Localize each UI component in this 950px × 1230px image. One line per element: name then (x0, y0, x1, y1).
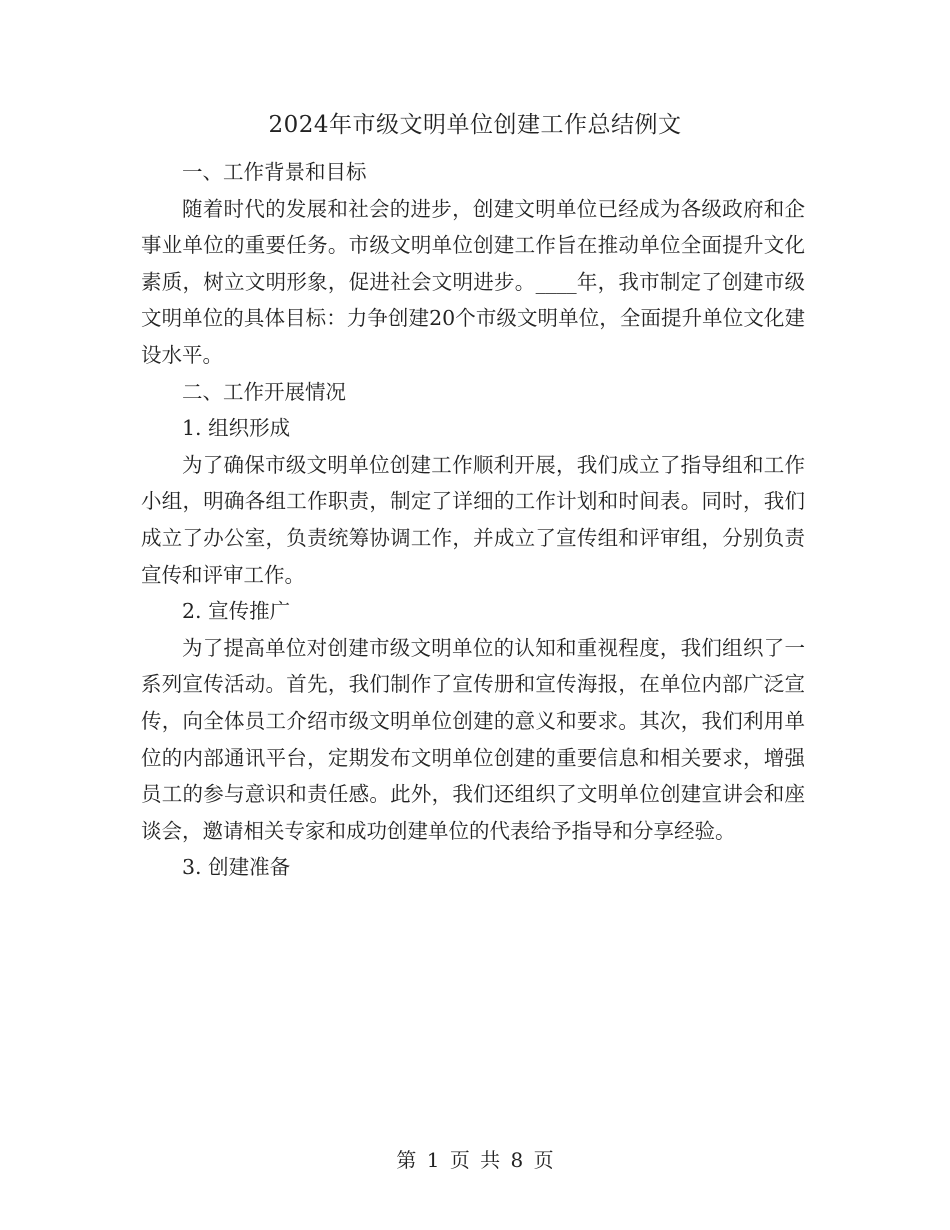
document-body (141, 154, 805, 886)
paragraph-publicity: 为了提高单位对创建市级文明单位的认知和重视程度，我们组织了一系列宣传活动。首先，我们制作了宣传册和宣传海报，在单位内部广泛宣传，向全体员工介绍市级文明单位创建的意义和要求。其次，我们利用单位的内部通讯平台，定期发布文明单位创建的重要信息和相关要求，增强员工的参与意识和责任感。此外，我们还组织了文明单位创建宣讲会和座谈会，邀请相关专家和成功创建单位的代表给予指导和分享经验。 (141, 635, 805, 843)
section-heading-progress: 二、工作开展情况 (182, 379, 346, 404)
paragraph-organization: 为了确保市级文明单位创建工作顺利开展，我们成立了指导组和工作小组，明确各组工作职责，制定了详细的工作计划和时间表。同时，我们成立了办公室，负责统筹协调工作，并成立了宣传组和评审组，分别负责宣传和评审工作。 (141, 452, 805, 587)
subheading-preparation: 3. 创建准备 (182, 855, 291, 880)
subheading-publicity: 2. 宣传推广 (182, 599, 291, 624)
subheading-organization: 1. 组织形成 (182, 416, 291, 441)
page-number-footer: 第 1 页 共 8 页 (396, 1148, 554, 1172)
document-title: 2024年市级文明单位创建工作总结例文 (268, 112, 682, 138)
section-heading-background: 一、工作背景和目标 (182, 160, 367, 184)
paragraph-background: 随着时代的发展和社会的进步，创建文明单位已经成为各级政府和企事业单位的重要任务。市级文明单位创建工作旨在推动单位全面提升文化素质，树立文明形象，促进社会文明进步。____年，我市制定了创建市级文明单位的具体目标：力争创建20个市级文明单位，全面提升单位文化建设水平。 (141, 196, 805, 367)
